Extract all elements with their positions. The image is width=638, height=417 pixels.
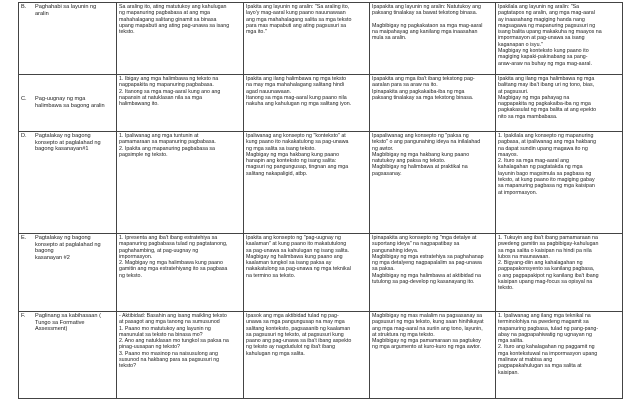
table-cell: Sa araling ito, ating matutukoy ang kahulugan ng mapanuring pagbabasa at ang mga mahahalagang salitang ginamit sa binasa upang mapabuti ang ating pag-unawa sa isang teksto.: [117, 3, 244, 75]
table-cell: Ipakita ang ilang mga halimbawa ng mga balitang may iba't ibang uri ng tono, bias, at pagsusuri. Magbigay ng mga pahayag na nagpapakita ng pagkakaiba-iba ng mga pagkakasulat ng mga balita at ang epekto nito sa mga mambabasa.: [496, 75, 623, 132]
table-cell: Magbibigay ng mas malalim na pagsasanay sa pagsusuri ng mga teksto, kung saan hinihikayat ang mga mag-aaral na suriin ang tono, layunin, at struktura ng mga teksto. Magbibigay ng mga pamamaraan sa pagtukoy ng mga argumento at kuro-kuro ng mga awtor.: [370, 312, 496, 399]
table-cell: Ipasok ang mga aktibidad tulad ng pag- unawa sa mga pangungusap na may mga salitang konteksto, pagsasanib ng kaalaman sa pagsusuri ng teksto, at pagsusuri kung paano ang pag-unawa sa iba't ibang aspekto ng teksto ay nagdudulot ng iba't ibang kahulugan ng mga salita.: [244, 312, 370, 399]
stage-name: Pagtalakay ng bagong konsepto at paglalahad ng bagong kasanayan #2: [35, 235, 101, 261]
table-cell: - Aktibidad: Basahin ang isang maikling teksto at pasagot ang mga tanong na sumusunod 1. Paano mo matutukoy ang layunin ng manunulat sa teksto na binasa mo? 2. Ano ang natuklasan mo tungkol sa paksa na pinag-uusapan ng teksto? 3. Paano mo masinop na naisusulong ang susunod na hakbang para sa pagsusuri ng teksto?: [117, 312, 244, 399]
table-cell: 1. Ibigay ang mga halimbawa ng teksto na nagpapakita ng mapanuring pagbabasa. 2. Itanong sa mga mag-aaral kung ano ang napansin at natuklasan nila sa mga halimbawang ito.: [117, 75, 244, 132]
row-letter: C.: [21, 96, 27, 103]
stage-label-cell: [19, 312, 117, 399]
row-letter: E.: [21, 235, 27, 241]
table-cell: 1. Ipresenta ang iba't ibang estratehiya sa mapanuring pagbabasa tulad ng pagtatanong, paghahambing, at pag-uugnay ng impormasyon. 2. Magbigay ng mga halimbawa kung paano gamitin ang mga estratehiyang ito sa pagbasa ng teksto.: [117, 234, 244, 312]
table-row: [19, 75, 623, 132]
table-cell: Ipakilala ang layunin ng aralin: "Sa pagtatapos ng aralin, ang mga mag-aaral ay inaasahang magiging handa nang magsagawa ng mapanuring pagsusuri ng isang balita upang makakuha ng maayos na impormasyon at pag-unawa sa isang kaganapan o isyu." Magbigay ng konteksto kung paano ito magiging kapaki-pakinabang sa pang- araw-araw na buhay ng mga mag-aaral.: [496, 3, 623, 75]
stage-label-cell: [19, 3, 117, 75]
stage-name: Paglinang sa kabihasaan ( Tungo sa Formative Assessment): [35, 313, 101, 333]
table-cell: Ipapakita ang layunin ng aralin: Natutukoy ang paksang tinalakay sa bawat tekstong binasa. Magbibigay ng pagkakataon sa mga mag-aaral na maipahayag ang kanilang mga inaasahan mula sa aralin.: [370, 3, 496, 75]
table-cell: Ipakita ang layunin ng aralin: "Sa araling ito, layo'y mag-aaral kung paano nauunawaan ang mga mahahalagang salita sa mga teksto para mas mapabuti ang ating pagsusuri sa mga ito.": [244, 3, 370, 75]
table-cell: 1. Ipakilala ang konsepto ng mapanuring pagbasa, at ipaliwanag ang mga hakbang na dapat sundin upang magawa ito ng maayos. 2. Ituro sa mga mag-aaral ang kahalagahan ng pagtatakda ng mga layunin bago magsimula sa pagbasa ng teksto, at kung paano ito magiging gabay sa mapanuring pagbasa ng mga kaisipan at impormasyon.: [496, 132, 623, 234]
stage-label-cell: [19, 75, 117, 132]
stage-name: Pagtalakay ng bagong konsepto at paglalahad ng bagong kasanayan#1: [35, 133, 101, 153]
table-row: [19, 312, 623, 399]
table-cell: Ipapaliwanag ang konsepto ng "paksa ng teksto" o ang pangunahing ideya na inilalahad ng awtor. Magbibigay ng mga hakbang kung paano natutukoy ang paksa ng teksto. Magbibigay ng halimbawa at praktikal na pagsasanay.: [370, 132, 496, 234]
table-cell: Ipakita ang konsepto ng "pag-uugnay ng kaalaman" at kung paano ito makatutulong sa pag-unawa sa kahulugan ng isang salita. Magbigay ng halimbawa kung paano ang kaalaman tungkol sa isang paksa ay nakakatulong sa pag-unawa ng mga teknikal na termino sa teksto.: [244, 234, 370, 312]
stage-name: Pag-uugnay ng mga halimbawa sa bagong aralin: [35, 96, 105, 109]
table-cell: 1. Ipaliwanag ang ilang mga teknikal na terminolohiya na pwedeng magamit sa mapanuring pagbasa, tulad ng pang-pang- abay na pagpapahiwatig ng ugnayan ng mga salita. 2. Ituro ang kahalagahan ng paggamit ng mga kontekstuwal na impormasyon upang malinaw at mabisa ang pagpapakahulugan sa mga salita at kaisipan.: [496, 312, 623, 399]
stage-name: Paghahabi sa layunin ng aralin: [35, 4, 97, 17]
table-cell: Ipinapakita ang konsepto ng "mga detalye at suportang ideya" na nagpapatibay sa pangunahing ideya. Magbibigay ng mga estratehiya sa paghahanap ng mga detalyeng nagpapalalim sa pag-unawa sa paksa. Magbibigay ng mga halimbawa at aktibidad na tutulong sa pag-develop ng kasanayang ito.: [370, 234, 496, 312]
table-cell: Ipaliwanag ang konsepto ng "konteksto" at kung paano ito nakakatulong sa pag-unawa ng mga salita sa isang teksto. Magbigay ng mga hakbang kung paano hanapin ang konteksto ng isang salita: magsuri ng pangungusap, tingnan ang mga salitang nakapaligid, atbp.: [244, 132, 370, 234]
stage-label-cell: [19, 234, 117, 312]
row-letter: B.: [21, 4, 27, 10]
lesson-plan-table: [18, 2, 623, 399]
table-row: [19, 3, 623, 75]
table-cell: 1. Tukuyin ang iba't ibang pamamaraan na pwedeng gamitin sa pagbibigay-kahulugan sa mga salita o kaisipan na hindi pa nila lubos na maunawaan. 2. Bigyang-diin ang kahalagahan ng pagpapakonsyento sa kanilang pagbasa, o ang pagpapakipot ng kanilang iba't ibang kaisipan upang mag-focus sa opisyal na teksto.: [496, 234, 623, 312]
table-cell: 1. Ipaliwanag ang mga tuntunin at pamamaraan sa mapanuring pagbabasa. 2. Ipakita ang mapanuring pagbabasa sa pagsimple ng teksto.: [117, 132, 244, 234]
table-cell: Ipapakita ang mga iba't ibang tekstong pag- aaralan para sa araw na ito. Ipinapakita ang pagkakaiba-iba ng mga paksang tinalakay sa mga tekstong binasa.: [370, 75, 496, 132]
table-row: [19, 132, 623, 234]
row-letter: D.: [21, 133, 27, 139]
stage-label-cell: [19, 132, 117, 234]
row-letter: F.: [21, 313, 26, 319]
table-cell: Ipakita ang ilang halimbawa ng mga teksto na may mga mahahalagang salitang hindi agad nauunawaan. Itanong sa mga mag-aaral kung paano nila nakuha ang kahulugan ng mga salitang iyon.: [244, 75, 370, 132]
table-row: [19, 234, 623, 312]
